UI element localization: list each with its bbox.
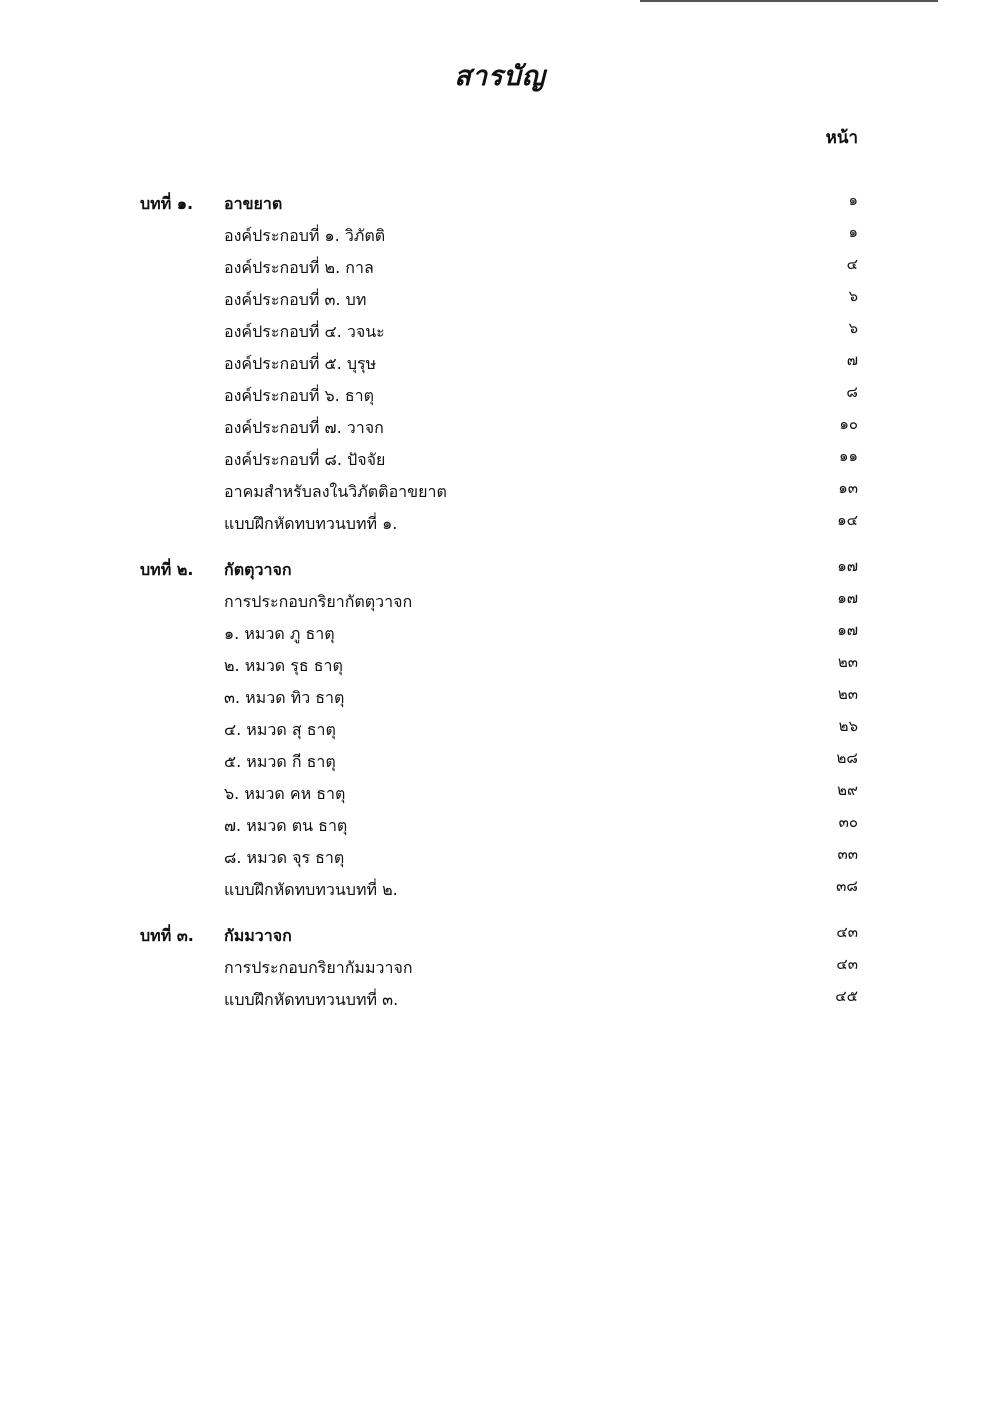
toc-entry[interactable]	[140, 952, 858, 984]
page-number: ๑๗	[837, 621, 858, 639]
entry-label: องค์ประกอบที่ ๖. ธาตุ	[224, 386, 375, 405]
toc-entry[interactable]	[140, 444, 858, 476]
toc-entry[interactable]	[140, 380, 858, 412]
page-number: ๒๘	[836, 749, 858, 767]
chapter-heading[interactable]	[140, 188, 858, 220]
entry-label: ๑. หมวด ภู ธาตุ	[224, 624, 335, 643]
entry-label: องค์ประกอบที่ ๓. บท	[224, 290, 367, 309]
toc-entry[interactable]	[140, 412, 858, 444]
toc-entry[interactable]	[140, 284, 858, 316]
page-number: ๑๗	[837, 557, 858, 575]
toc-entry[interactable]	[140, 348, 858, 380]
entry-label: ๓. หมวด ทิว ธาตุ	[224, 688, 345, 707]
toc-entry[interactable]	[140, 508, 858, 540]
page-column-header: หน้า	[825, 128, 858, 148]
entry-label: องค์ประกอบที่ ๔. วจนะ	[224, 322, 385, 341]
toc-entry[interactable]	[140, 618, 858, 650]
page-number: ๒๓	[837, 685, 858, 703]
page-number: ๒๙	[837, 781, 858, 799]
toc-entry[interactable]	[140, 778, 858, 810]
page-number: ๔๕	[835, 987, 858, 1005]
entry-label: ๗. หมวด ตน ธาตุ	[224, 816, 348, 835]
chapter-title: อาขยาต	[224, 194, 283, 213]
toc-entry[interactable]	[140, 650, 858, 682]
entry-label: ๖. หมวด คห ธาตุ	[224, 784, 346, 803]
page-number: ๔๓	[836, 923, 858, 941]
chapter-title: กัตตุวาจก	[224, 560, 292, 579]
table-of-contents	[140, 188, 858, 1030]
page-number: ๘	[846, 383, 858, 401]
chapter-heading[interactable]	[140, 554, 858, 586]
toc-entry[interactable]	[140, 984, 858, 1016]
toc-entry[interactable]	[140, 714, 858, 746]
entry-label: องค์ประกอบที่ ๒. กาล	[224, 258, 374, 277]
entry-label: การประกอบกริยากัมมวาจก	[224, 958, 413, 977]
page-number: ๑๔	[837, 511, 858, 529]
page-number: ๒๓	[837, 653, 858, 671]
entry-label: อาคมสำหรับลงในวิภัตติอาขยาต	[224, 482, 447, 501]
entry-label: แบบฝึกหัดทบทวนบทที่ ๒.	[224, 880, 398, 899]
page-number: ๑๗	[837, 589, 858, 607]
page-number: ๗	[846, 351, 858, 369]
entry-label: องค์ประกอบที่ ๑. วิภัตติ	[224, 226, 386, 245]
entry-label: องค์ประกอบที่ ๘. ปัจจัย	[224, 450, 386, 469]
toc-entry[interactable]	[140, 810, 858, 842]
toc-entry[interactable]	[140, 586, 858, 618]
page-number: ๔	[846, 255, 858, 273]
entry-label: แบบฝึกหัดทบทวนบทที่ ๓.	[224, 990, 399, 1009]
page-number: ๑	[848, 223, 858, 241]
page-number: ๖	[848, 319, 858, 337]
chapter-3	[140, 920, 858, 1016]
toc-entry[interactable]	[140, 476, 858, 508]
chapter-title: กัมมวาจก	[224, 926, 292, 945]
chapter-number: บทที่ ๒.	[140, 560, 194, 579]
entry-label: ๔. หมวด สุ ธาตุ	[224, 720, 336, 739]
entry-label: แบบฝึกหัดทบทวนบทที่ ๑.	[224, 514, 398, 533]
page-title: สารบัญ	[454, 61, 546, 92]
page-number: ๑๐	[839, 415, 858, 433]
toc-entry[interactable]	[140, 746, 858, 778]
toc-entry[interactable]	[140, 252, 858, 284]
page-number: ๑๑	[838, 447, 858, 465]
page-number: ๓๓	[837, 845, 858, 863]
chapter-number: บทที่ ๑.	[140, 194, 194, 213]
entry-label: ๒. หมวด รุธ ธาตุ	[224, 656, 343, 675]
page-number: ๓๐	[838, 813, 858, 831]
toc-entry[interactable]	[140, 874, 858, 906]
toc-entry[interactable]	[140, 682, 858, 714]
page-number: ๑	[848, 191, 858, 209]
chapter-1	[140, 188, 858, 540]
toc-entry[interactable]	[140, 842, 858, 874]
entry-label: องค์ประกอบที่ ๗. วาจก	[224, 418, 384, 437]
entry-label: องค์ประกอบที่ ๕. บุรุษ	[224, 354, 377, 373]
scan-edge-line	[640, 0, 938, 2]
toc-entry[interactable]	[140, 316, 858, 348]
page-number: ๔๓	[836, 955, 858, 973]
page-number: ๖	[848, 287, 858, 305]
page-number: ๑๓	[838, 479, 858, 497]
entry-label: การประกอบกริยากัตตุวาจก	[224, 592, 413, 611]
chapter-2	[140, 554, 858, 906]
entry-label: ๘. หมวด จุร ธาตุ	[224, 848, 345, 867]
page-number: ๒๖	[838, 717, 858, 735]
toc-entry[interactable]	[140, 220, 858, 252]
chapter-number: บทที่ ๓.	[140, 926, 194, 945]
chapter-heading[interactable]	[140, 920, 858, 952]
page-number: ๓๘	[836, 877, 858, 895]
entry-label: ๕. หมวด กี ธาตุ	[224, 752, 336, 771]
